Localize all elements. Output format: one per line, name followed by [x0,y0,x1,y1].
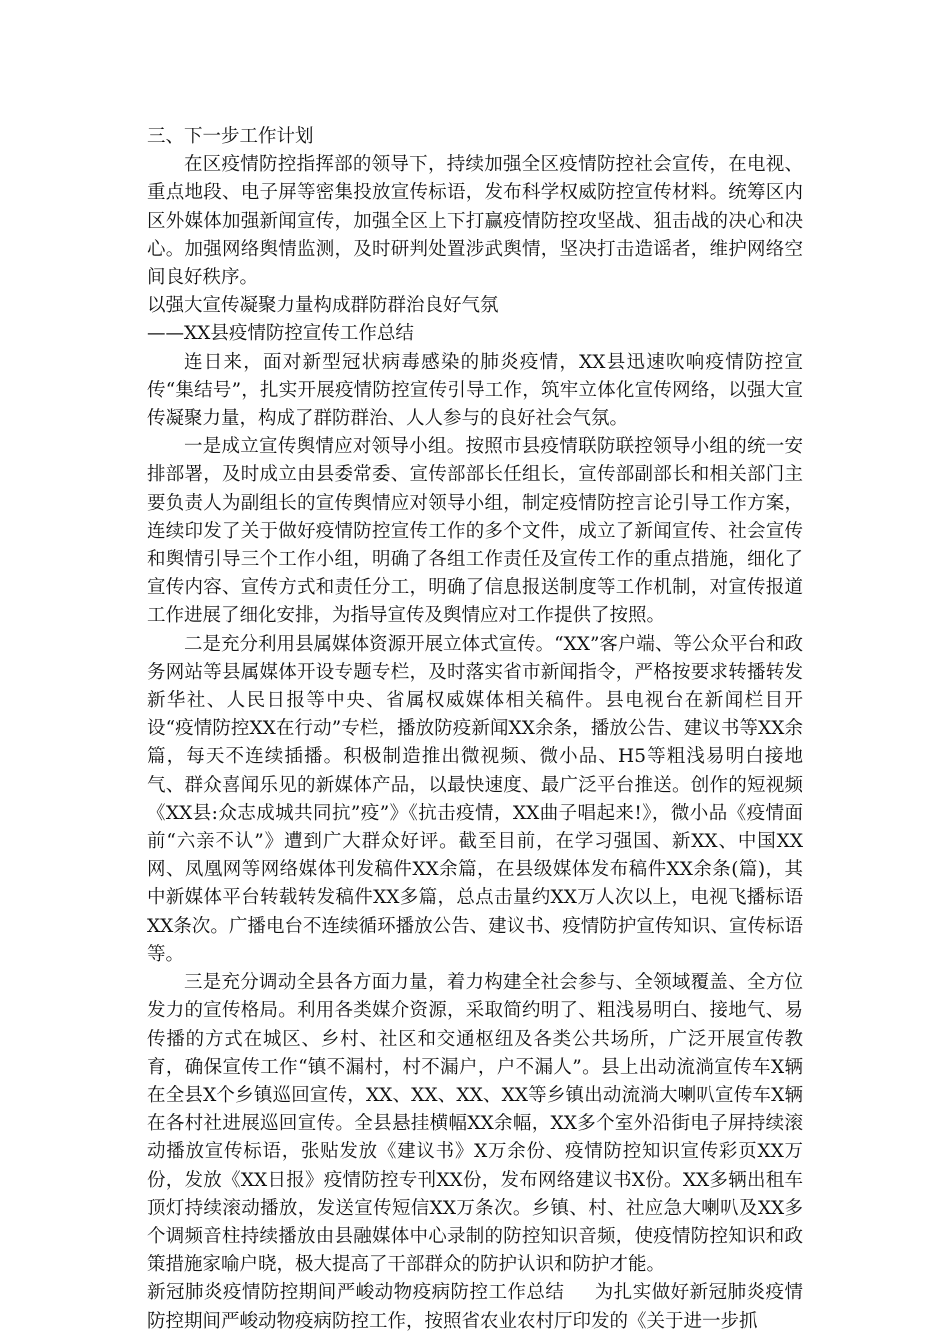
document-page [147,123,803,1336]
section-heading: 三、下一步工作计划 [147,126,314,147]
paragraph-mobilization: 三是充分调动全县各方面力量，着力构建全社会参与、全领域覆盖、全方位发力的宣传格局。利用各类媒介资源，采取简约明了、粗浅易明白、接地气、易传播的方式在城区、乡村、社区和交通枢纽及各类公共场所，广泛开展宣传教育，确保宣传工作“镇不漏村，村不漏户，户不漏人”。县上出动流淌宣传车X辆在全县X个乡镇巡回宣传，XX、XX、XX、XX等乡镇出动流淌大喇叭宣传车X辆在各村社进展巡回宣传。全县悬挂横幅XX余幅，XX多个室外沿街电子屏持续滚动播放宣传标语，张贴发放《建议书》X万余份、疫情防控知识宣传彩页XX万份，发放《XX日报》疫情防控专刊XX份，发布网络建议书X份。XX多辆出租车顶灯持续滚动播放，发送宣传短信XX万条次。乡镇、村、社应急大喇叭及XX多个调频音柱持续播放由县融媒体中心录制的防控知识音频，使疫情防控知识和政策措施家喻户晓，极大提高了干部群众的防护认识和防护才能。 [147,972,803,1276]
paragraph-leadership-group: 一是成立宣传舆情应对领导小组。按照市县疫情联防联控领导小组的统一安排部署，及时成立由县委常委、宣传部部长任组长，宣传部副部长和相关部门主要负责人为副组长的宣传舆情应对领导小组，制定疫情防控言论引导工作方案，连续印发了关于做好疫情防控宣传工作的多个文件，成立了新闻宣传、社会宣传和舆情引导三个工作小组，明确了各组工作责任及宣传工作的重点措施，细化了宣传内容、宣传方式和责任分工，明确了信息报送制度等工作机制，对宣传报道工作进展了细化安排，为指导宣传及舆情应对工作提供了按照。 [147,436,803,627]
paragraph-intro: 连日来，面对新型冠状病毒感染的肺炎疫情，XX县迅速吹响疫情防控宣传“集结号”，扎实开展疫情防控宣传引导工作，筑牢立体化宣传网络，以强大宣传凝聚力量，构成了群防群治、人人参与的良好社会气氛。 [147,351,803,430]
next-article-opening: 为扎实做好新冠肺炎疫情防控期间严峻动物疫病防控工作，按照省农业农村厅印发的《关于进一步抓 [147,1282,803,1332]
plan-paragraph: 在区疫情防控指挥部的领导下，持续加强全区疫情防控社会宣传，在电视、重点地段、电子屏等密集投放宣传标语，发布科学权威防控宣传材料。统筹区内区外媒体加强新闻宣传，加强全区上下打赢疫情防控攻坚战、狙击战的决心和决心。加强网络舆情监测，及时研判处置涉武舆情，坚决打击造谣者，维护网络空间良好秩序。 [147,154,803,289]
article-title: 以强大宣传凝聚力量构成群防群治良好气氛 [147,295,499,317]
next-article-title: 新冠肺炎疫情防控期间严峻动物疫病防控工作总结 [147,1282,565,1304]
paragraph-media-resources: 二是充分利用县属媒体资源开展立体式宣传。“XX”客户端、等公众平台和政务网站等县属媒体开设专题专栏，及时落实省市新闻指令，严格按要求转播转发新华社、人民日报等中央、省属权威媒体相关稿件。县电视台在新闻栏目开设“疫情防控XX在行动”专栏，播放防疫新闻XX余条，播放公告、建议书等XX余篇，每天不连续插播。积极制造推出微视频、微小品、H5等粗浅易明白接地气、群众喜闻乐见的新媒体产品，以最快速度、最广泛平台推送。创作的短视频《XX县:众志成城共同抗”疫”》《抗击疫情，XX曲子唱起来!》，微小品《疫情面前“六亲不认”》遭到广大群众好评。截至目前，在学习强国、新XX、中国XX网、凤凰网等网络媒体刊发稿件XX余篇，在县级媒体发布稿件XX余条(篇)，其中新媒体平台转载转发稿件XX多篇，总点击量约XX万人次以上，电视飞播标语XX条次。广播电台不连续循环播放公告、建议书、疫情防护宣传知识、宣传标语等。 [147,633,803,965]
next-article [147,1279,803,1335]
article-subtitle: ——XX县疫情防控宣传工作总结 [147,323,414,345]
